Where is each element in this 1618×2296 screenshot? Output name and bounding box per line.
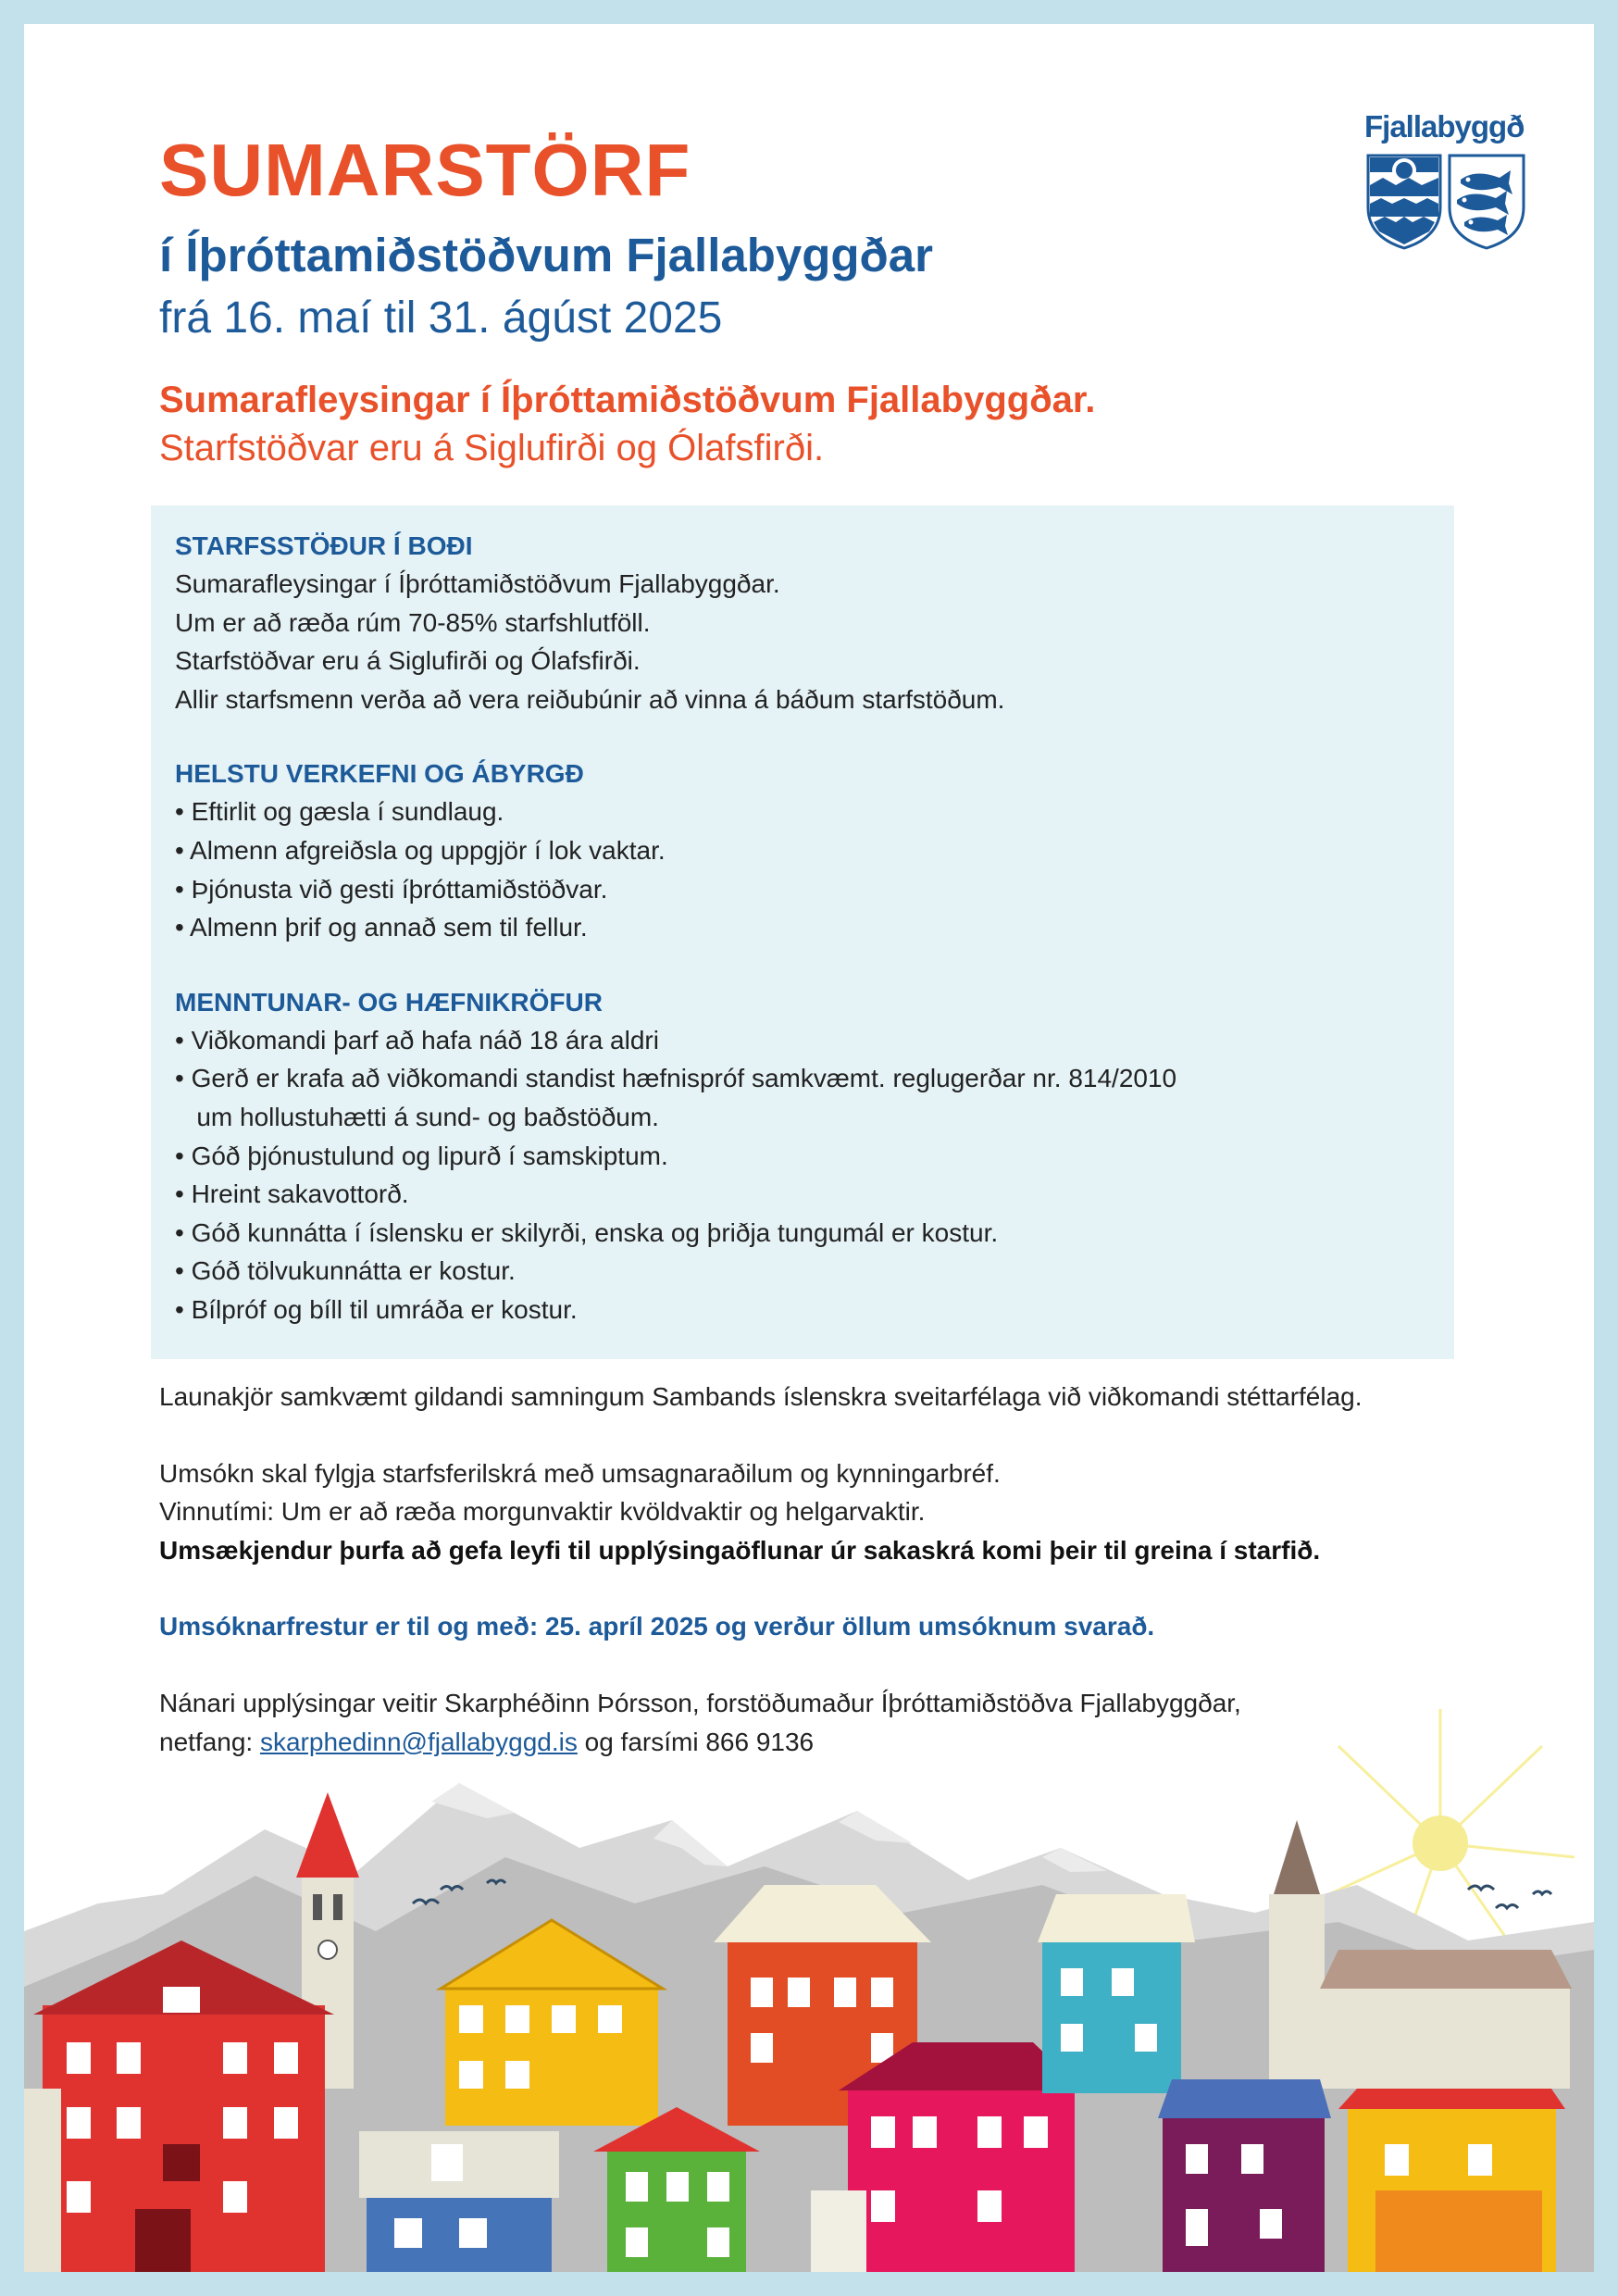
job-info-box [151, 505, 1454, 1359]
lead-bold: Sumarafleysingar í Íþróttamiðstöðvum Fjallabyggðar. [159, 380, 1096, 420]
bullet-item: • Gerð er krafa að viðkomandi standist hæfnispróf samkvæmt. reglugerðar nr. 814/2010 [175, 1064, 1177, 1093]
fish-crest-icon [1450, 156, 1524, 248]
section-duties [175, 755, 1436, 946]
bullet-item: • Góð tölvukunnátta er kostur. [175, 1256, 516, 1286]
section-requirements [175, 984, 1436, 1329]
logo-shields [1364, 152, 1527, 252]
hours-text: Vinnutími: Um er að ræða morgunvaktir kvöldvaktir og helgarvaktir. [159, 1497, 926, 1527]
side-building [24, 2089, 61, 2272]
teal-house [1038, 1894, 1195, 2093]
section-heading: HELSTU VERKEFNI OG ÁBYRGÐ [175, 759, 584, 789]
lead-regular: Starfstöðvar eru á Siglufirði og Ólafsfirði. [159, 428, 825, 468]
contact-text: Nánari upplýsingar veitir Skarphéðinn Þórsson, forstöðumaður Íþróttamiðstöðva Fjallabyggðar, [159, 1688, 1241, 1717]
bullet-item: • Hreint sakavottorð. [175, 1179, 409, 1209]
bullet-item: um hollustuhætti á sund- og baðstöðum. [175, 1102, 659, 1131]
page-subtitle: í Íþróttamiðstöðvum Fjallabyggðar [159, 229, 933, 281]
blue-house [359, 2131, 559, 2272]
bullet-item: • Bílpróf og bíll til umráða er kostur. [175, 1294, 578, 1324]
bullet-item: • Viðkomandi þarf að hafa náð 18 ára aldri [175, 1025, 659, 1054]
consent-text: Umsækjendur þurfa að gefa leyfi til upplýsingaöflunar úr sakaskrá komi þeir til greina í starfið. [159, 1535, 1321, 1565]
section-line: Um er að ræða rúm 70-85% starfshlutföll. [175, 607, 651, 637]
date-range: frá 16. maí til 31. ágúst 2025 [159, 293, 723, 343]
bullet-item: • Góð kunnátta í íslensku er skilyrði, enska og þriðja tungumál er kostur. [175, 1217, 999, 1247]
orange-yellow-house [1338, 2089, 1565, 2272]
bullet-item: • Eftirlit og gæsla í sundlaug. [175, 797, 504, 827]
logo-wordmark: Fjallabyggð [1364, 109, 1525, 144]
section-line: Allir starfsmenn verða að vera reiðubúnir að vinna á báðum starfstöðum. [175, 684, 1005, 714]
deadline-text: Umsóknarfrestur er til og með: 25. apríl 2025 og verður öllum umsóknum svarað. [159, 1612, 1155, 1641]
section-line: Sumarafleysingar í Íþróttamiðstöðvum Fjallabyggðar. [175, 569, 780, 598]
poster-page [24, 24, 1594, 2272]
section-heading: STARFSSTÖÐUR Í BOÐI [175, 531, 473, 560]
section-line: Starfstöðvar eru á Siglufirði og Ólafsfirði. [175, 646, 641, 676]
footer-text [159, 1378, 1594, 1761]
fjallabyggd-logo [1364, 109, 1527, 256]
bullet-item: • Þjónusta við gesti íþróttamiðstöðvar. [175, 874, 608, 904]
bullet-item: • Góð þjónustulund og lipurð í samskiptum. [175, 1141, 668, 1170]
bullet-item: • Almenn afgreiðsla og uppgjör í lok vaktar. [175, 835, 666, 865]
wages-text: Launakjör samkvæmt gildandi samningum Sambands íslenskra sveitarfélaga við viðkomandi stéttarfélag. [159, 1382, 1363, 1411]
section-heading: MENNTUNAR- OG HÆFNIKRÖFUR [175, 987, 603, 1017]
page-title: SUMARSTÖRF [159, 129, 691, 211]
townscape-illustration [24, 1709, 1594, 2272]
purple-house [1158, 2079, 1331, 2272]
section-positions [175, 528, 1436, 718]
application-text: Umsókn skal fylgja starfsferilskrá með umsagnaraðilum og kynningarbréf. [159, 1458, 1001, 1488]
email-link[interactable]: skarphedinn@fjallabyggd.is [259, 1727, 578, 1756]
contact-suffix: og farsími 866 9136 [577, 1727, 815, 1756]
contact-prefix: netfang: [159, 1727, 260, 1756]
bullet-item: • Almenn þrif og annað sem til fellur. [175, 913, 588, 942]
town-crest-icon [1368, 156, 1440, 248]
